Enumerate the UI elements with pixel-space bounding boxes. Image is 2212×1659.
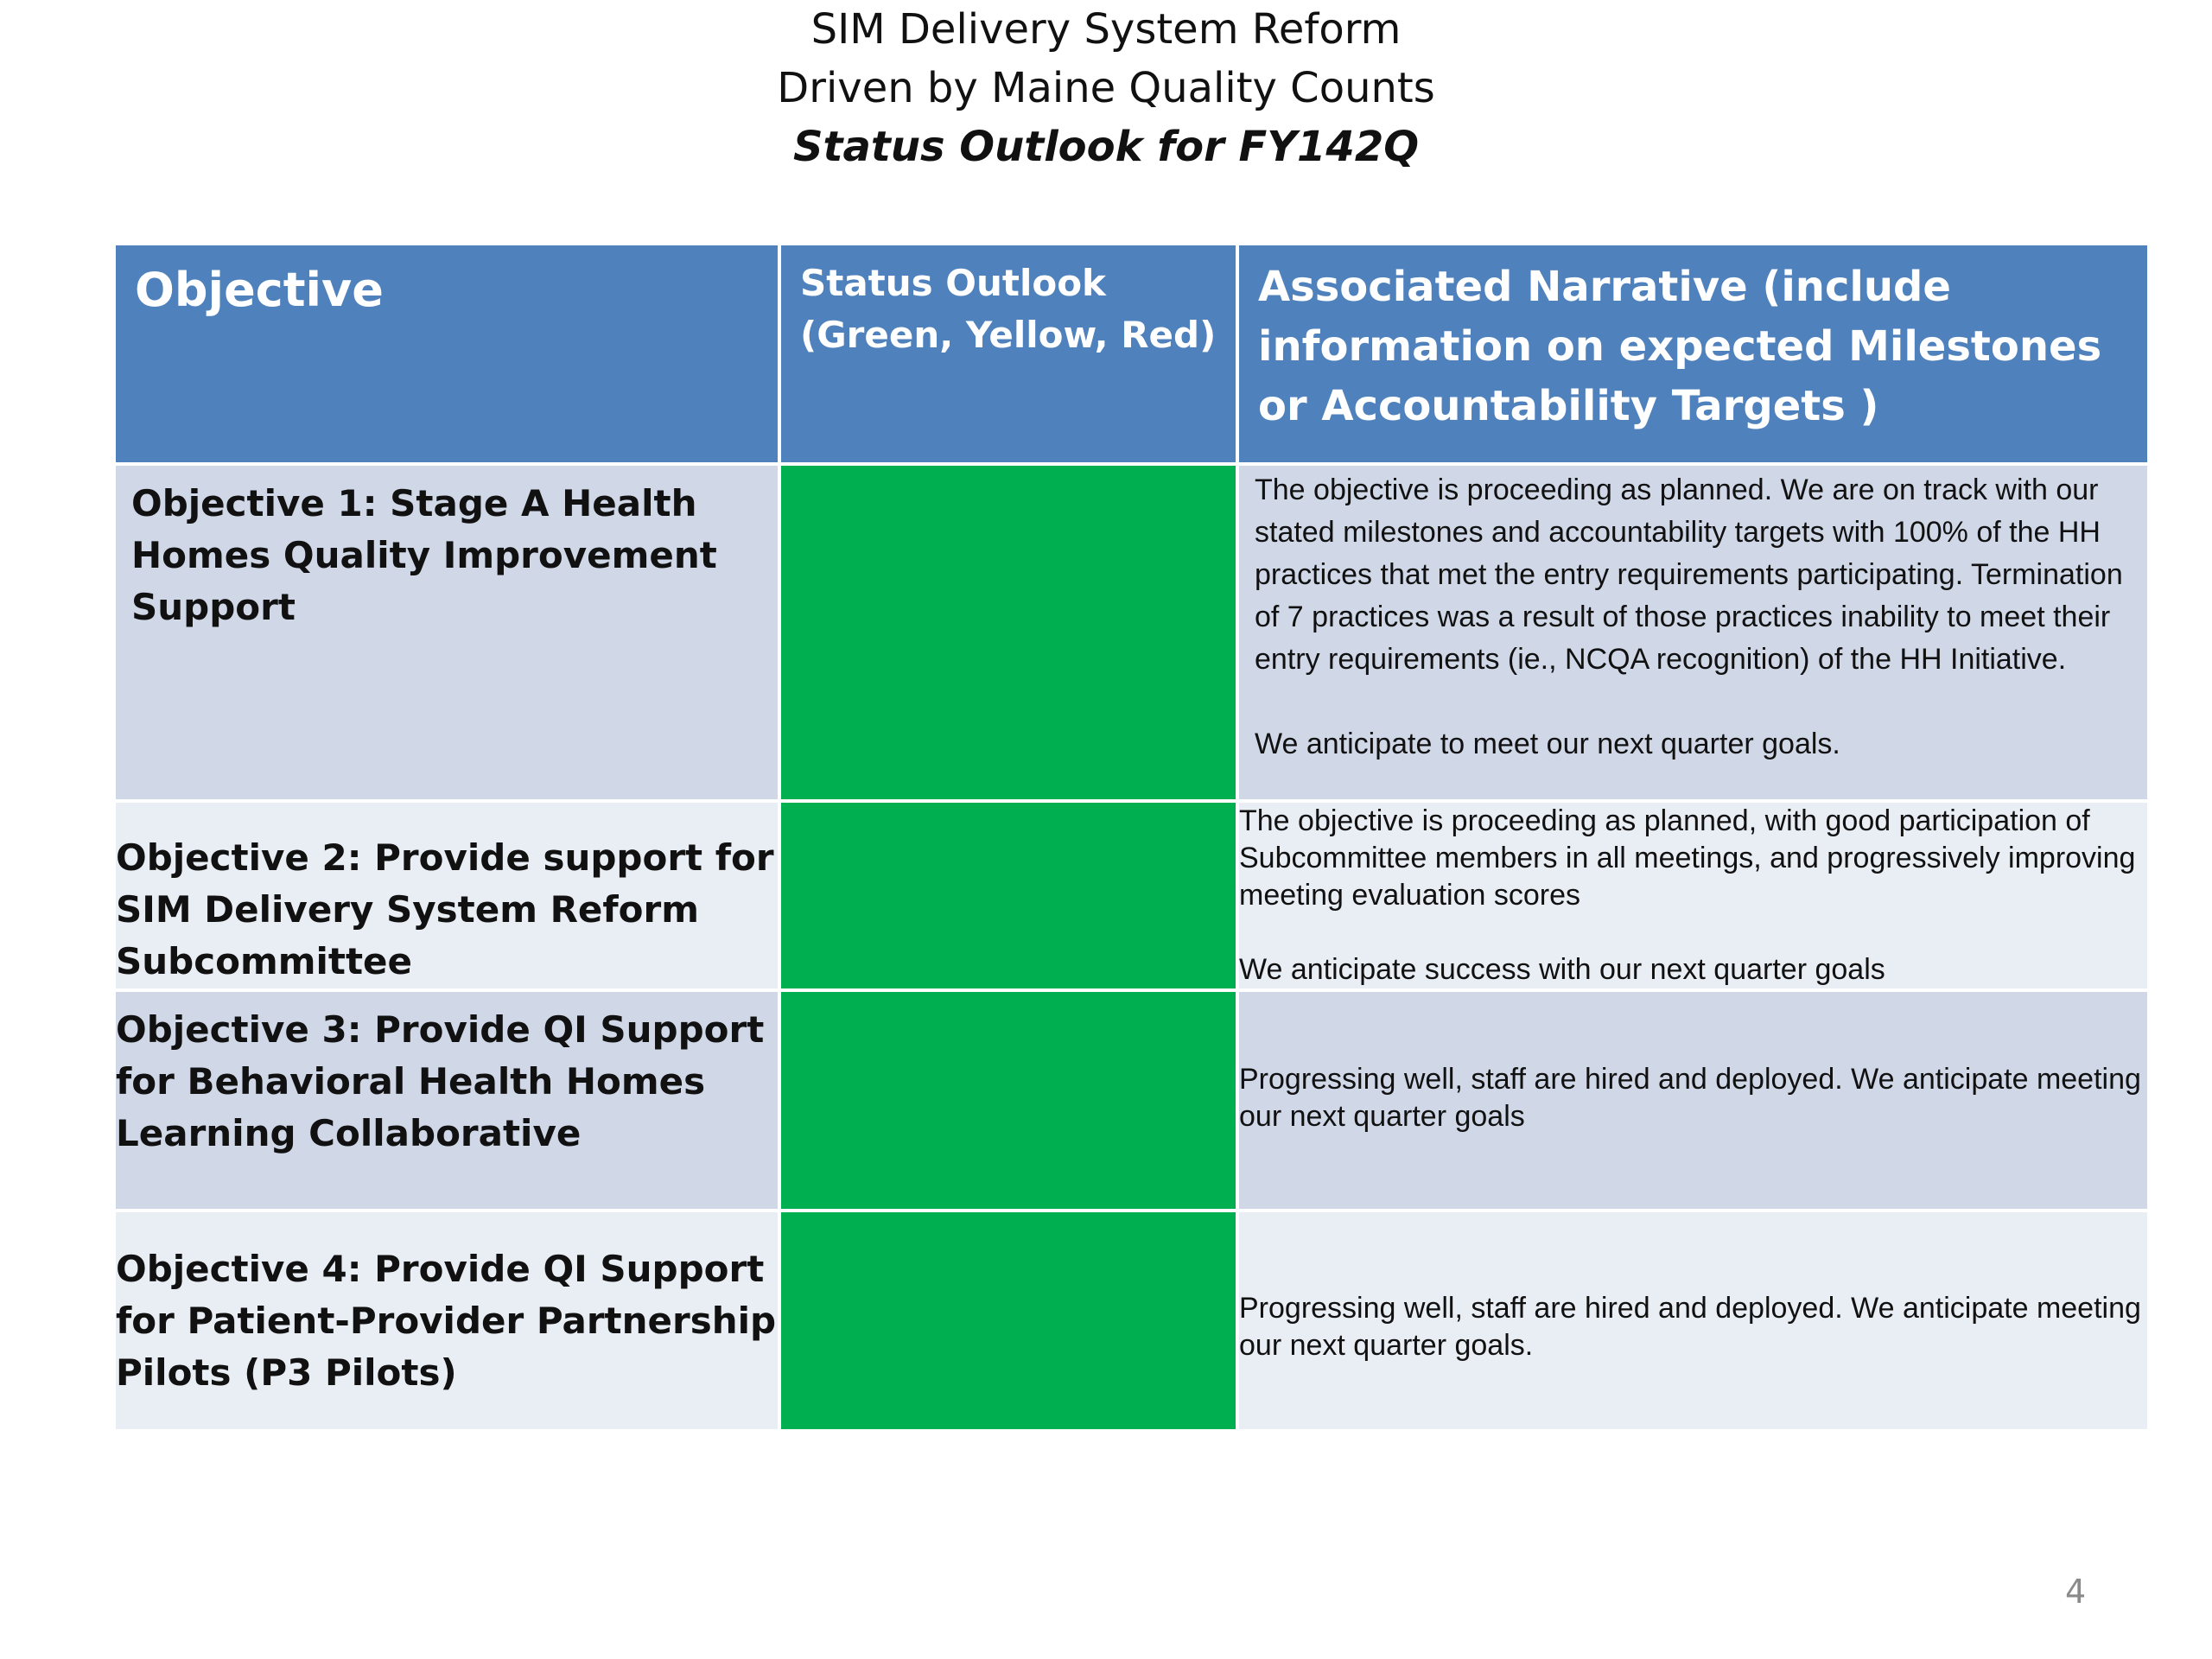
objective-cell: Objective 3: Provide QI Support for Behavioral Health Homes Learning Collaborative — [114, 990, 779, 1211]
narrative-text: The objective is proceeding as planned, with good participation of Subcommittee members in all meetings, and progressively improving meeting evaluation scores We anticipate success with our next quarter goals — [1239, 804, 2136, 986]
table-row — [114, 464, 2149, 801]
status-cell-green — [779, 801, 1237, 990]
narrative-text: Progressing well, staff are hired and deployed. We anticipate meeting our next quarter goals. — [1239, 1292, 2141, 1362]
narrative-cell — [1237, 464, 2149, 801]
table-row — [114, 801, 2149, 990]
table-header-row — [114, 244, 2149, 464]
header-associated-narrative: Associated Narrative (include information on expected Milestones or Accountability Targets ) — [1237, 244, 2149, 464]
header-status-outlook: Status Outlook (Green, Yellow, Red) — [779, 244, 1237, 464]
header-objective: Objective — [114, 244, 779, 464]
table-row — [114, 1211, 2149, 1431]
title-line-2: Driven by Maine Quality Counts — [777, 64, 1435, 112]
status-cell-green — [779, 464, 1237, 801]
objective-cell: Objective 2: Provide support for SIM Delivery System Reform Subcommittee — [114, 801, 779, 990]
page-number: 4 — [2065, 1573, 2087, 1611]
objective-cell: Objective 1: Stage A Health Homes Quality Improvement Support — [114, 464, 779, 801]
title-line-3: Status Outlook for FY142Q — [792, 123, 1420, 171]
narrative-cell — [1237, 1211, 2149, 1431]
narrative-text: Progressing well, staff are hired and deployed. We anticipate meeting our next quarter goals — [1239, 1063, 2141, 1133]
objective-cell: Objective 4: Provide QI Support for Patient-Provider Partnership Pilots (P3 Pilots) — [114, 1211, 779, 1431]
status-cell-green — [779, 1211, 1237, 1431]
narrative-cell — [1237, 801, 2149, 990]
narrative-cell — [1237, 990, 2149, 1211]
status-cell-green — [779, 990, 1237, 1211]
slide-title — [0, 0, 2212, 176]
table-row — [114, 990, 2149, 1211]
status-table — [112, 242, 2151, 1433]
title-line-1: SIM Delivery System Reform — [810, 5, 1402, 54]
narrative-text: The objective is proceeding as planned. We are on track with our stated milestones and accountability targets with 100% of the HH practices that met the entry requirements participating. Termination of 7 practices was a result of those practices inability to meet their entry requirements (ie., NCQA recognition) of the HH Initiative. We anticipate to meet our next quarter goals. — [1255, 474, 2123, 760]
